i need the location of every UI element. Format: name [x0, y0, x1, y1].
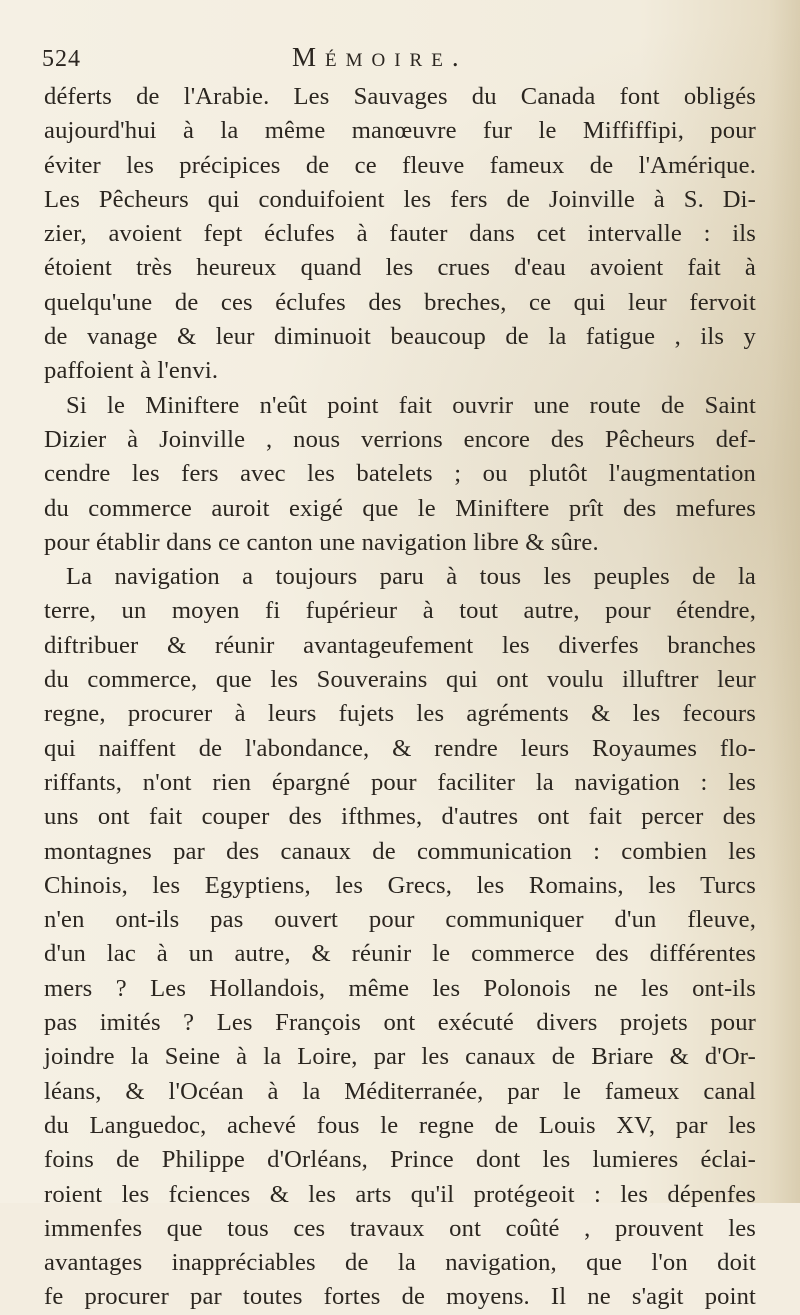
text-line: pas imités ? Les François ont exécuté divers projets pour [44, 1009, 756, 1037]
text-line: du commerce, que les Souverains qui ont voulu illuftrer leur [44, 666, 756, 694]
running-head: Mémoire. [292, 42, 468, 72]
text-line: terre, un moyen fi fupérieur à tout autre, pour étendre, [44, 597, 756, 625]
page-number: 524 [42, 46, 81, 72]
text-line: de vanage & leur diminuoit beaucoup de la fatigue , ils y [44, 323, 756, 351]
text-line: foins de Philippe d'Orléans, Prince dont les lumieres éclai- [44, 1146, 756, 1174]
text-line: du Languedoc, achevé fous le regne de Louis XV, par les [44, 1111, 756, 1139]
text-line: zier, avoient fept éclufes à fauter dans cet intervalle : ils [44, 220, 756, 248]
paragraph-2 [44, 389, 756, 560]
text-line: qui naiffent de l'abondance, & rendre leurs Royaumes flo- [44, 734, 756, 762]
text-line: fe procurer par toutes fortes de moyens. Il ne s'agit point [44, 1283, 756, 1311]
text-line: La navigation a toujours paru à tous les peuples de la [66, 563, 756, 591]
text-line: diftribuer & réunir avantageufement les diverfes branches [44, 631, 756, 659]
paragraph-1 [44, 80, 756, 389]
paragraph-3 [44, 560, 756, 1315]
text-line: joindre la Seine à la Loire, par les canaux de Briare & d'Or- [44, 1043, 756, 1071]
text-line: n'en ont-ils pas ouvert pour communiquer d'un fleuve, [44, 906, 756, 934]
text-line: Les Pêcheurs qui conduifoient les fers de Joinville à S. Di- [44, 185, 756, 213]
text-line: du commerce auroit exigé que le Miniftere prît des mefures [44, 494, 756, 522]
text-line: mers ? Les Hollandois, même les Polonois ne les ont-ils [44, 974, 756, 1002]
text-line: aujourd'hui à la même manœuvre fur le Miffiffipi, pour [44, 117, 756, 145]
text-line: pour établir dans ce canton une navigation libre & sûre. [44, 528, 599, 556]
text-line: cendre les fers avec les batelets ; ou plutôt l'augmentation [44, 460, 756, 488]
text-line: éviter les précipices de ce fleuve fameux de l'Amérique. [44, 151, 756, 179]
text-line: roient les fciences & les arts qu'il protégeoit : les dépenfes [44, 1180, 756, 1208]
text-line: étoient très heureux quand les crues d'eau avoient fait à [44, 254, 756, 282]
text-line: immenfes que tous ces travaux ont coûté , prouvent les [44, 1214, 756, 1242]
text-line: paffoient à l'envi. [44, 357, 219, 385]
text-line: déferts de l'Arabie. Les Sauvages du Canada font obligés [44, 83, 756, 110]
text-line: d'un lac à un autre, & réunir le commerce des différentes [44, 940, 756, 968]
text-line: uns ont fait couper des ifthmes, d'autres ont fait percer des [44, 803, 756, 831]
text-line: avantages inappréciables de la navigation, que l'on doit [44, 1249, 756, 1277]
text-line: riffants, n'ont rien épargné pour faciliter la navigation : les [44, 768, 756, 796]
text-line: Si le Miniftere n'eût point fait ouvrir une route de Saint [66, 391, 756, 419]
text-line: regne, procurer à leurs fujets les agréments & les fecours [44, 700, 756, 728]
text-line: léans, & l'Océan à la Méditerranée, par le fameux canal [44, 1077, 756, 1105]
text-line: Chinois, les Egyptiens, les Grecs, les Romains, les Turcs [44, 871, 756, 899]
text-line: montagnes par des canaux de communication : combien les [44, 837, 756, 865]
body-text [44, 80, 756, 1315]
text-line: quelqu'une de ces éclufes des breches, ce qui leur fervoit [44, 288, 756, 316]
text-line: Dizier à Joinville , nous verrions encore des Pêcheurs def- [44, 425, 756, 453]
page-header [42, 42, 762, 78]
